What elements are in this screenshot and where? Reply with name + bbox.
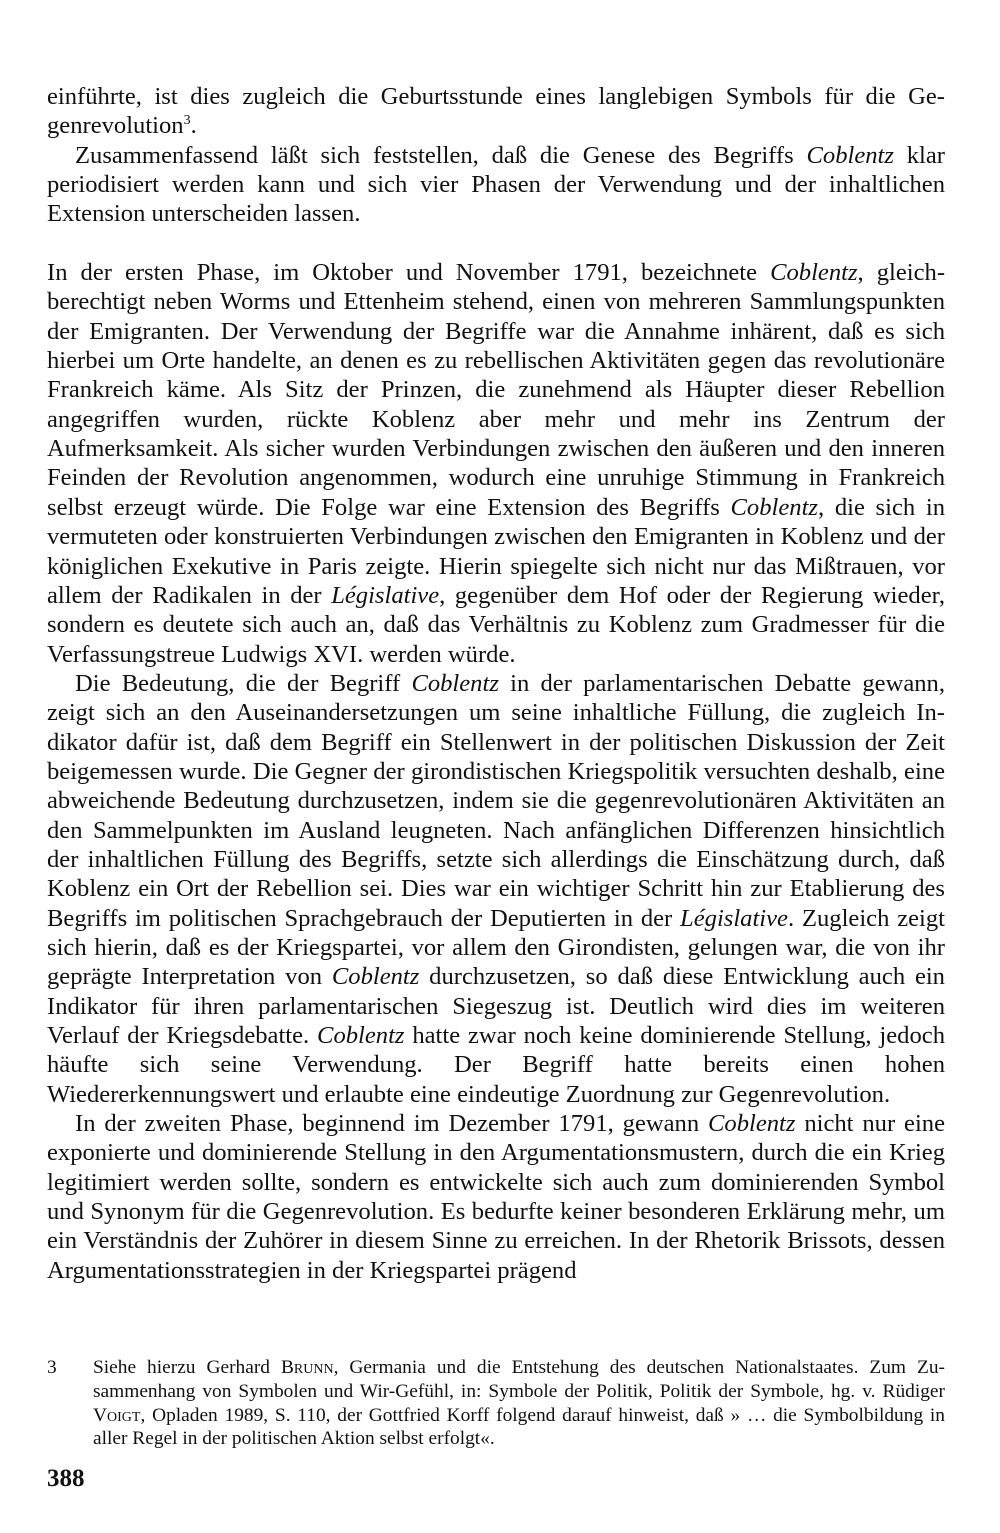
- paragraph: In der zweiten Phase, beginnend im Dezember 1791, gewann Coblentz nicht nur eine exponierte und dominierende Stellung in den Argumentationsmustern, durch die ein Krieg legitimiert werden sollte, sondern es entwickelte sich auch zum dominierenden Symbol und Synonym für die Gegenrevolution. Es bedurfte keiner besonderen Erklärung mehr, um ein Verständnis der Zuhörer in diesem Sinne zu erreichen. In der Rhetorik Brissots, dessen Argumentationsstrategien in der Kriegspartei prägend: [47, 1110, 945, 1284]
- term-italic: Coblentz: [708, 1110, 796, 1138]
- paragraph: einführte, ist dies zugleich die Geburtsstunde eines langlebigen Symbols für die Gegenrevolution$^3$.: [47, 83, 945, 140]
- term-italic: Coblentz: [411, 669, 499, 697]
- author-name: Brunn: [280, 1357, 334, 1378]
- body-text: [47, 82, 945, 1285]
- paragraph: In der ersten Phase, im Oktober und November 1791, bezeichnete Coblentz, gleichberechtigt neben Worms und Ettenheim stehend, einen von mehreren Sammlungspunkten der Emigranten. Der Verwendung der Begriffe war die Annahme inhärent, daß es sich hierbei um Orte handelte, an denen es zu rebellischen Aktivitäten gegen das revolutionäre Frankreich käme. Als Sitz der Prinzen, die zunehmend als Häupter dieser Rebellion angegriffen wurden, rückte Koblenz aber mehr und mehr ins Zentrum der Aufmerksamkeit. Als sicher wurden Verbindungen zwischen den äußeren und den inneren Feinden der Revolution angenommen, wodurch eine unruhige Stimmung in Frankreich selbst erzeugt würde. Die Folge war eine Extension des Begriffs Coblentz, die sich in vermuteten oder konstruierten Verbindungen zwischen den Emigranten in Koblenz und der königlichen Exekutive in Paris zeigte. Hierin spiegelte sich nicht nur das Mißtrauen, vor allem der Radikalen in der Législative, gegenüber dem Hof oder der Regierung wieder, sondern es deutete sich auch an, daß das Verhältnis zu Koblenz zum Gradmesser für die Verfassungstreue Ludwigs XVI. werden würde.: [47, 259, 946, 668]
- document-page: [47, 0, 945, 1533]
- term-italic: Coblentz: [317, 1022, 405, 1049]
- paragraph: Die Bedeutung, die der Begriff Coblentz in der parlamentarischen Debatte gewann, zeigt sich an den Auseinandersetzungen um seine inhaltliche Füllung, die zugleich Indikator dafür ist, daß dem Begriff ein Stellenwert in der politischen Diskussion der Zeit beigemessen wurde. Die Gegner der girondistischen Kriegspolitik versuchten deshalb, eine abweichende Bedeutung durchzusetzen, indem sie die gegenrevolutionären Aktivitäten an den Sammelpunkten im Ausland leugneten. Nach anfänglichen Differenzen hinsichtlich der inhaltlichen Füllung des Begriffs, setzte sich allerdings die Einschätzung durch, daß Koblenz ein Ort der Rebellion sei. Dies war ein wichtiger Schritt hin zur Etablierung des Begriffs im politischen Sprachgebrauch der Deputierten in der Législative. Zugleich zeigt sich hierin, daß es der Kriegspartei, vor allem den Girondisten, gelungen war, die von ihr geprägte Interpretation von Coblentz durchzusetzen, so daß diese Entwicklung auch ein Indikator für ihren parlamentarischen Siegeszug ist. Deutlich wird dies im weiteren Verlauf der Kriegsdebatte. Coblentz hatte zwar noch keine dominierende Stellung, jedoch häufte sich seine Verwendung. Der Begriff hatte bereits einen hohen Wiedererkennungswert und erlaubte eine eindeutige Zuordnung zur Gegenrevolution.: [47, 669, 945, 1108]
- footnote-text: Siehe hierzu Gerhard Brunn, Germania und die Entstehung des deutschen Nationalstaates. Zum Zusammenhang von Symbolen und Wir-Gefühl, in: Symbole der Politik, Politik der Symbole, hg. v. Rüdiger Voigt, Opladen 1989, S. 110, der Gottfried Korff folgend darauf hinweist, daß » … die Symbolbildung in aller Regel in der politischen Aktion selbst erfolgt«.: [93, 1357, 946, 1450]
- term-italic: Législative: [331, 581, 440, 609]
- term-italic: Coblentz: [770, 259, 858, 287]
- author-name: Voigt: [93, 1404, 141, 1426]
- term-italic: Coblentz: [331, 963, 420, 991]
- page-number: 388: [47, 1465, 85, 1492]
- term-italic: Législative: [680, 904, 788, 932]
- footnote-number: 3: [47, 1357, 57, 1378]
- term-italic: Coblentz: [730, 493, 818, 521]
- term-italic: Coblentz: [806, 141, 894, 169]
- footnote-reference[interactable]: 3: [183, 113, 191, 129]
- paragraph: Zusammenfassend läßt sich feststellen, daß die Genese des Begriffs Coblentz klar periodisiert werden kann und sich vier Phasen der Verwendung und der inhaltlichen Extension unterscheiden lassen.: [47, 141, 945, 228]
- footnote: [47, 1356, 945, 1451]
